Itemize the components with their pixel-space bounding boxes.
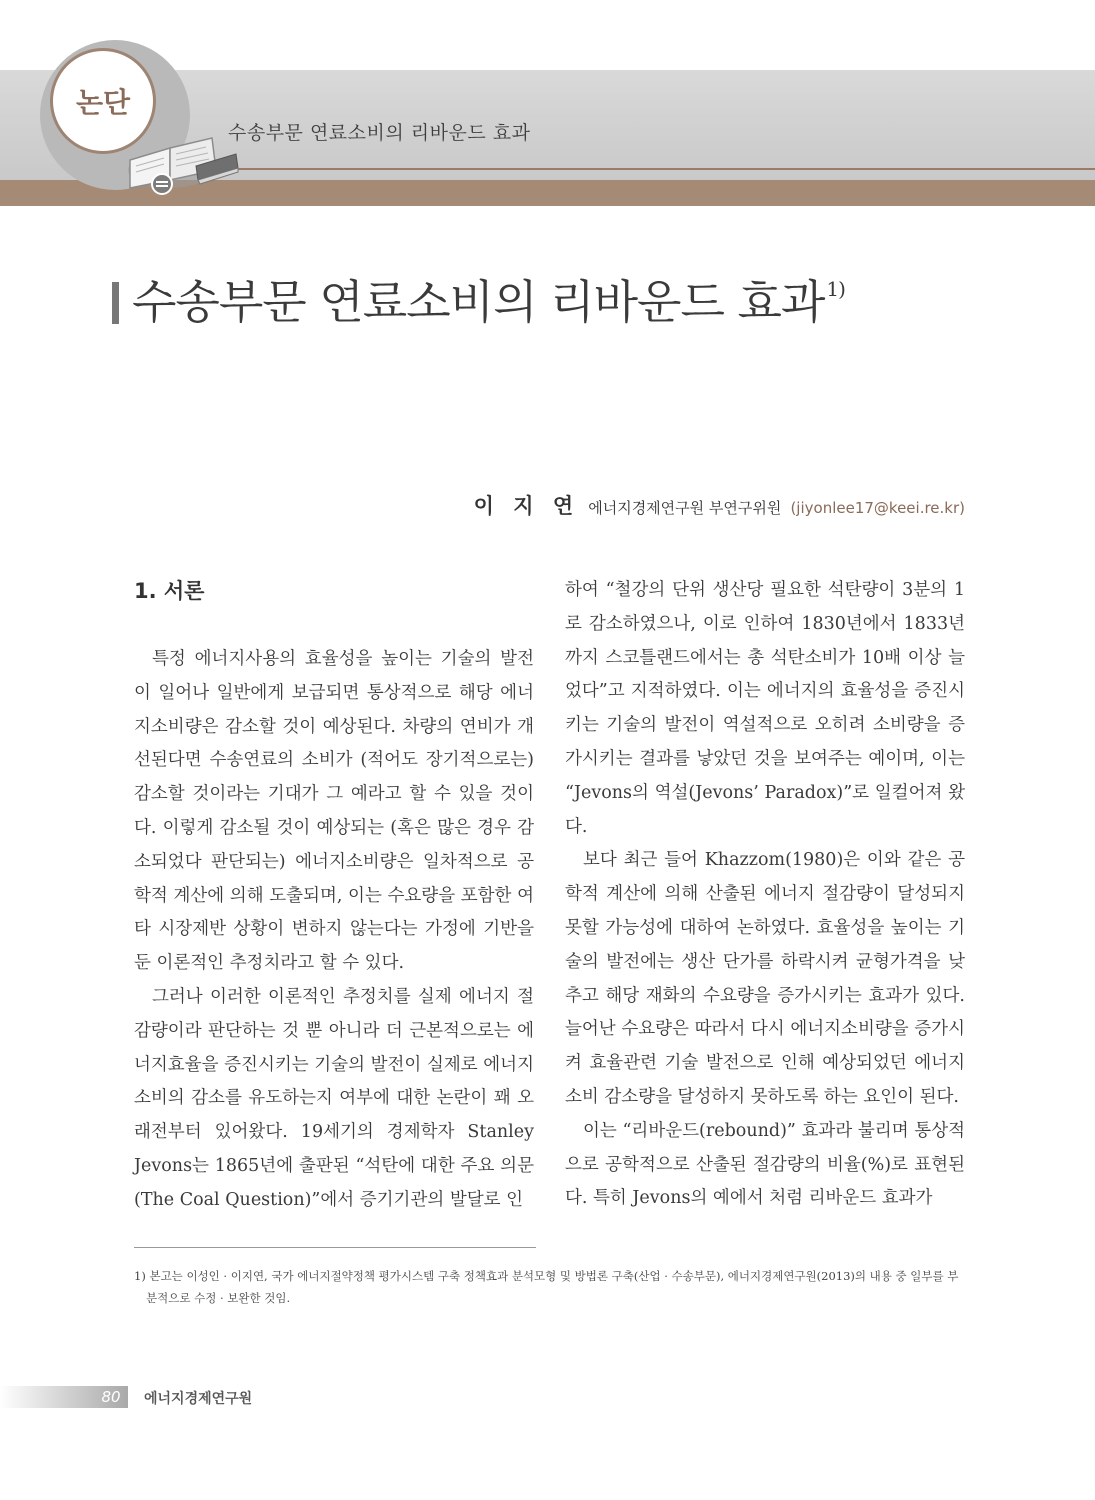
- title-footnote-mark: 1): [826, 277, 845, 301]
- footnote-divider: [134, 1247, 536, 1248]
- author-affiliation: 에너지경제연구원 부연구위원: [588, 499, 782, 517]
- header-divider: [230, 168, 1095, 170]
- open-book-icon: [112, 108, 242, 198]
- author-name: 이 지 연: [473, 494, 580, 518]
- section-heading: 1. 서론: [134, 579, 205, 603]
- paragraph: 보다 최근 들어 Khazzom(1980)은 이와 같은 공학적 계산에 의해 산출된 에너지 절감량이 달성되지 못할 가능성에 대하여 논하였다. 효율성을 높이는 기술의 발전에는 생산 단가를 하락시켜 균형가격을 낮추고 해당 재화의 수요량을 증가시키는 효과가 있다. 늘어난 수요량은 따라서 다시 에너지소비량을 증가시켜 효율관련 기술 발전으로 인해 예상되었던 에너지소비 감소량을 달성하지 못하도록 하는 요인이 된다.: [565, 850, 965, 1107]
- title-marker: [112, 282, 119, 324]
- right-column: [565, 574, 965, 1216]
- article-title-text: 수송부문 연료소비의 리바운드 효과: [132, 275, 825, 329]
- footnote-line: 분적으로 수정 · 보완한 것임.: [146, 1291, 291, 1305]
- running-title: 수송부문 연료소비의 리바운드 효과: [228, 122, 531, 144]
- footnote: [134, 1265, 966, 1309]
- footnote-line: 1) 본고는 이성인 · 이지연, 국가 에너지절약정책 평가시스템 구축 정책효과 분석모형 및 방법론 구축(산업 · 수송부문), 에너지경제연구원(2013)의 내용 중 일부를 부: [134, 1269, 959, 1283]
- left-column: [134, 643, 534, 1218]
- article-title: [132, 266, 845, 332]
- author-line: [474, 490, 965, 520]
- footer-organization: 에너지경제연구원: [144, 1391, 253, 1407]
- paragraph: 이는 “리바운드(rebound)” 효과라 불리며 통상적으로 공학적으로 산출된 절감량의 비율(%)로 표현된다. 특히 Jevons의 예에서 처럼 리바운드 효과가: [565, 1120, 965, 1209]
- paragraph: 하여 “철강의 단위 생산당 필요한 석탄량이 3분의 1로 감소하였으나, 이로 인하여 1830년에서 1833년까지 스코틀랜드에서는 총 석탄소비가 10배 이상 늘었다”고 지적하였다. 이는 에너지의 효율성을 증진시키는 기술의 발전이 역설적으로 오히려 소비량을 증가시키는 결과를 낳았던 것을 보여주는 예이며, 이는 “Jevons의 역설(Jevons’ Paradox)”로 일컬어져 왔다.: [565, 580, 965, 837]
- paragraph: 특정 에너지사용의 효율성을 높이는 기술의 발전이 일어나 일반에게 보급되면 통상적으로 해당 에너지소비량은 감소할 것이 예상된다. 차량의 연비가 개선된다면 수송연료의 소비가 (적어도 장기적으로는) 감소할 것이라는 기대가 그 예라고 할 수 있을 것이다. 이렇게 감소될 것이 예상되는 (혹은 많은 경우 감소되었다 판단되는) 에너지소비량은 일차적으로 공학적 계산에 의해 도출되며, 이는 수요량을 포함한 여타 시장제반 상황이 변하지 않는다는 가정에 기반을 둔 이론적인 추정치라고 할 수 있다.: [134, 649, 534, 974]
- paragraph: 그러나 이러한 이론적인 추정치를 실제 에너지 절감량이라 판단하는 것 뿐 아니라 더 근본적으로는 에너지효율을 증진시키는 기술의 발전이 실제로 에너지소비의 감소를 유도하는지 여부에 대한 논란이 꽤 오래전부터 있어왔다. 19세기의 경제학자 Stanley Jevons는 1865년에 출판된 “석탄에 대한 주요 의문(The Coal Question)”에서 증기기관의 발달로 인: [134, 986, 534, 1210]
- page-number: 80: [101, 1388, 121, 1406]
- author-email: (jiyonlee17@keei.re.kr): [790, 499, 965, 517]
- badge-label: 논단: [75, 86, 131, 119]
